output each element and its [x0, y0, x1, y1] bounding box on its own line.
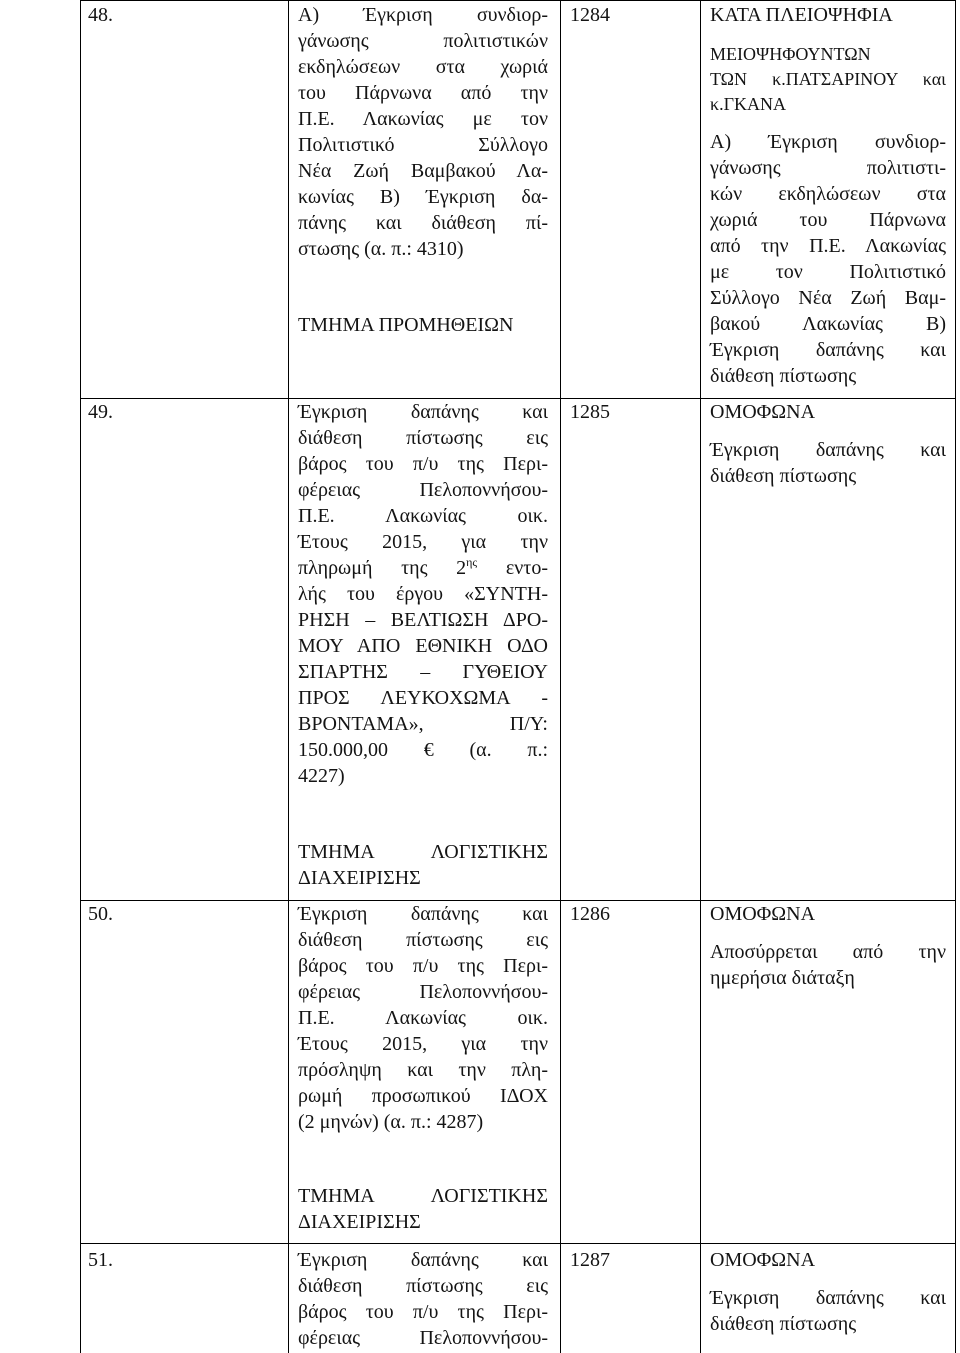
item-number-text: 51.: [88, 1249, 113, 1271]
item-number-text: 50.: [88, 903, 113, 925]
decision-line: Έγκριση δαπάνης και: [710, 1287, 946, 1309]
description-line: 4227): [298, 765, 345, 787]
vote-result: ΟΜΟΦΩΝΑ: [710, 903, 816, 925]
table-border-row: [80, 1243, 956, 1244]
item-number: [88, 2, 113, 28]
description-line: εκδηλώσεων στα χωριά: [298, 56, 548, 78]
decision-line: κών εκδηλώσεων στα: [710, 183, 946, 205]
dissent-block: [710, 42, 946, 117]
section-heading: ΤΜΗΜΑ ΛΟΓΙΣΤΙΚΗΣ: [298, 1185, 548, 1207]
dissent-line: κ.ΓΚΑΝΑ: [710, 94, 786, 114]
decision-line: Α) Έγκριση συνδιορ-: [710, 131, 946, 153]
description-line: λής του έργου «ΣΥΝΤΗ-: [298, 583, 548, 605]
description-line: ρωμή προσωπικού ΙΔΟΧ: [298, 1085, 548, 1107]
description-line: του Πάρνωνα από την: [298, 82, 548, 104]
decision-text: [710, 399, 946, 489]
description-line: Νέα Ζωή Βαμβακού Λα-: [298, 160, 548, 182]
description-line: Π.Ε. Λακωνίας οικ.: [298, 505, 548, 527]
decision-line: ημερήσια διάταξη: [710, 967, 855, 989]
decision-line: Έγκριση δαπάνης και: [710, 339, 946, 361]
section-heading: ΤΜΗΜΑ ΠΡΟΜΗΘΕΙΩΝ: [298, 314, 514, 336]
decision-body: [710, 129, 946, 389]
dissent-line: ΤΩΝ κ.ΠΑΤΣΑΡΙΝΟΥ και: [710, 69, 946, 89]
description-line: ΒΡΟΝΤΑΜΑ», Π/Υ:: [298, 713, 548, 735]
decision-line: βακού Λακωνίας Β): [710, 313, 946, 335]
section-heading: ΤΜΗΜΑ ΛΟΓΙΣΤΙΚΗΣ: [298, 841, 548, 863]
item-number-text: 49.: [88, 401, 113, 423]
section-heading: ΔΙΑΧΕΙΡΙΣΗΣ: [298, 1211, 421, 1233]
item-number: [88, 1247, 113, 1273]
description-line: γάνωσης πολιτιστικών: [298, 30, 548, 52]
decision-number: [570, 399, 610, 425]
decision-line: διάθεση πίστωσης: [710, 465, 857, 487]
description-line: φέρειας Πελοποννήσου-: [298, 479, 548, 501]
decision-text: [710, 1247, 946, 1337]
description-line: Έτους 2015, για την: [298, 531, 548, 553]
description-line: βάρος του π/υ της Περι-: [298, 955, 548, 977]
description-line: διάθεση πίστωσης εις: [298, 1275, 548, 1297]
decision-number: [570, 1247, 610, 1273]
table-border-col1: [288, 0, 289, 1353]
item-number: [88, 399, 113, 425]
table-border-col3: [700, 0, 701, 1353]
description-line: βάρος του π/υ της Περι-: [298, 453, 548, 475]
description-line: 150.000,00 € (α. π.:: [298, 739, 548, 761]
vote-result: ΚΑΤΑ ΠΛΕΙΟΨΗΦΙΑ: [710, 4, 893, 26]
table-border-left: [80, 0, 81, 1353]
description-line: φέρειας Πελοποννήσου-: [298, 1327, 548, 1349]
decision-number-text: 1285: [570, 401, 610, 423]
decision-line: με τον Πολιτιστικό: [710, 261, 946, 283]
item-number-text: 48.: [88, 4, 113, 26]
item-description: [298, 1247, 548, 1351]
description-line: Πολιτιστικό Σύλλογο: [298, 134, 548, 156]
decision-text: [710, 2, 946, 389]
table-border-right: [955, 0, 956, 1353]
description-line: Έγκριση δαπάνης και: [298, 1249, 548, 1271]
decision-line: διάθεση πίστωσης: [710, 365, 857, 387]
decision-number: [570, 901, 610, 927]
decision-number-text: 1287: [570, 1249, 610, 1271]
description-line: Έτους 2015, για την: [298, 1033, 548, 1055]
decision-body: [710, 1285, 946, 1337]
description-line: ΣΠΑΡΤΗΣ – ΓΥΘΕΙΟΥ: [298, 661, 548, 683]
description-line: βάρος του π/υ της Περι-: [298, 1301, 548, 1323]
description-line: πάνης και διάθεση πί-: [298, 212, 548, 234]
decision-number-text: 1284: [570, 4, 610, 26]
description-text: πληρωμή της 2: [298, 557, 467, 579]
description-line: Π.Ε. Λακωνίας οικ.: [298, 1007, 548, 1029]
description-line: Α) Έγκριση συνδιορ-: [298, 4, 548, 26]
decision-body: [710, 939, 946, 991]
ordinal-superscript: ης: [466, 555, 478, 569]
description-line: στωσης (α. π.: 4310): [298, 238, 464, 260]
table-border-row-top: [80, 0, 956, 1]
decision-line: χωριά του Πάρνωνα: [710, 209, 946, 231]
description-line: Π.Ε. Λακωνίας με τον: [298, 108, 548, 130]
vote-result: ΟΜΟΦΩΝΑ: [710, 1249, 816, 1271]
item-number: [88, 901, 113, 927]
description-line: πρόσληψη και την πλη-: [298, 1059, 548, 1081]
decision-line: γάνωσης πολιτιστι-: [710, 157, 946, 179]
description-line: [298, 555, 548, 581]
item-description: [298, 901, 548, 1235]
decision-text: [710, 901, 946, 991]
item-description: [298, 2, 548, 338]
description-line: Έγκριση δαπάνης και: [298, 401, 548, 423]
description-line: ΡΗΣΗ – ΒΕΛΤΙΩΣΗ ΔΡΟ-: [298, 609, 548, 631]
decision-line: από την Π.Ε. Λακωνίας: [710, 235, 946, 257]
description-line: ΜΟΥ ΑΠΟ ΕΘΝΙΚΗ ΟΔΟ: [298, 635, 548, 657]
description-line: διάθεση πίστωσης εις: [298, 427, 548, 449]
description-line: κωνίας Β) Έγκριση δα-: [298, 186, 548, 208]
description-line: διάθεση πίστωσης εις: [298, 929, 548, 951]
description-line: (2 μηνών) (α. π.: 4287): [298, 1111, 484, 1133]
vote-result: ΟΜΟΦΩΝΑ: [710, 401, 816, 423]
decision-line: Αποσύρρεται από την: [710, 941, 946, 963]
decision-body: [710, 437, 946, 489]
decision-line: Έγκριση δαπάνης και: [710, 439, 946, 461]
description-line: φέρειας Πελοποννήσου-: [298, 981, 548, 1003]
decision-number: [570, 2, 610, 28]
description-line: Έγκριση δαπάνης και: [298, 903, 548, 925]
decision-number-text: 1286: [570, 903, 610, 925]
dissent-line: ΜΕΙΟΨΗΦΟΥΝΤΩΝ: [710, 44, 871, 64]
decision-line: Σύλλογο Νέα Ζωή Βαμ-: [710, 287, 946, 309]
table-border-col2: [560, 0, 561, 1353]
description-line: ΠΡΟΣ ΛΕΥΚΟΧΩΜΑ -: [298, 687, 548, 709]
decision-line: διάθεση πίστωσης: [710, 1313, 857, 1335]
section-heading: ΔΙΑΧΕΙΡΙΣΗΣ: [298, 867, 421, 889]
item-description: [298, 399, 548, 891]
description-text: εντο-: [477, 557, 548, 579]
